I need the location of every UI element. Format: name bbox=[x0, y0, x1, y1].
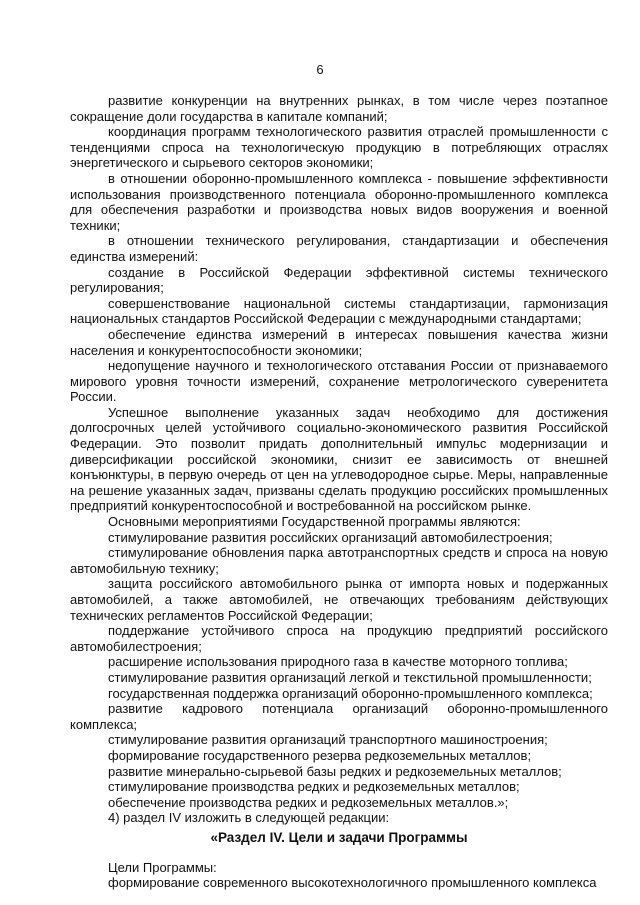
paragraph: в отношении оборонно-промышленного комплекса - повышение эффективности использования производственного потенциала оборонно-промышленного комплекса для обеспечения разработки и производства новых видов вооружения и военной техники; bbox=[70, 170, 608, 233]
list-item: расширение использования природного газа в качестве моторного топлива; bbox=[108, 654, 568, 670]
paragraph: развитие конкуренции на внутренних рынках, в том числе через поэтапное сокращение доли государства в капитале компаний; bbox=[70, 93, 608, 124]
list-item: стимулирование производства редких и редкоземельных металлов; bbox=[108, 779, 520, 795]
list-item: развитие минерально-сырьевой базы редких и редкоземельных металлов; bbox=[108, 763, 562, 779]
list-item: обеспечение производства редких и редкоземельных металлов.»; bbox=[108, 794, 509, 810]
paragraph: Цели Программы: bbox=[108, 859, 217, 875]
paragraph: Успешное выполнение указанных задач необходимо для достижения долгосрочных целей устойчивого социально-экономического развития Российской Федерации. Это позволит придать дополнительный импульс модернизации и диверсификации российской экономики, снизит ее зависимость от внешней конъюнктуры, в первую очередь от цен на углеводородное сырье. Меры, направленные на решение указанных задач, призваны сделать продукцию российских промышленных предприятий конкурентоспособной и востребованной на российском рынке. bbox=[70, 404, 608, 514]
list-item: стимулирование развития организаций транспортного машиностроения; bbox=[108, 732, 548, 748]
list-item: стимулирование развития организаций легкой и текстильной промышленности; bbox=[108, 669, 592, 685]
list-item: поддержание устойчивого спроса на продукцию предприятий российского автомобилестроения; bbox=[70, 623, 608, 654]
page-number: 6 bbox=[316, 62, 324, 77]
list-item: формирование государственного резерва редкоземельных металлов; bbox=[108, 747, 532, 763]
list-item: стимулирование обновления парка автотранспортных средств и спроса на новую автомобильную технику; bbox=[70, 545, 608, 576]
paragraph: 4) раздел IV изложить в следующей редакции: bbox=[108, 810, 390, 826]
section-heading: «Раздел IV. Цели и задачи Программы bbox=[210, 829, 468, 845]
list-item: стимулирование развития российских организаций автомобилестроения; bbox=[108, 529, 553, 545]
spacer bbox=[70, 848, 608, 860]
paragraph: формирование современного высокотехнологичного промышленного комплекса bbox=[108, 875, 597, 891]
list-item: государственная поддержка организаций оборонно-промышленного комплекса; bbox=[108, 685, 593, 701]
paragraph: недопущение научного и технологического отставания России от признаваемого мирового уровня точности измерений, сохранение метрологического суверенитета России. bbox=[70, 358, 608, 405]
list-item: развитие кадрового потенциала организаций оборонно-промышленного комплекса; bbox=[70, 701, 608, 732]
paragraph: Основными мероприятиями Государственной программы являются: bbox=[108, 514, 521, 530]
body-text bbox=[70, 93, 608, 891]
paragraph: совершенствование национальной системы стандартизации, гармонизация национальных стандартов Российской Федерации с международными стандартами; bbox=[70, 295, 608, 327]
paragraph: создание в Российской Федерации эффективной системы технического регулирования; bbox=[70, 264, 608, 296]
paragraph: координация программ технологического развития отраслей промышленности с тенденциями спроса на технологическую продукцию в потребляющих отраслях энергетического и сырьевого секторов экономики; bbox=[70, 124, 608, 171]
list-item: защита российского автомобильного рынка от импорта новых и подержанных автомобилей, а также автомобилей, не отвечающих требованиям действующих технических регламентов Российской Федерации; bbox=[70, 576, 608, 623]
paragraph: в отношении технического регулирования, стандартизации и обеспечения единства измерений: bbox=[70, 233, 608, 264]
paragraph: обеспечение единства измерений в интересах повышения качества жизни населения и конкурентоспособности экономики; bbox=[70, 326, 608, 358]
